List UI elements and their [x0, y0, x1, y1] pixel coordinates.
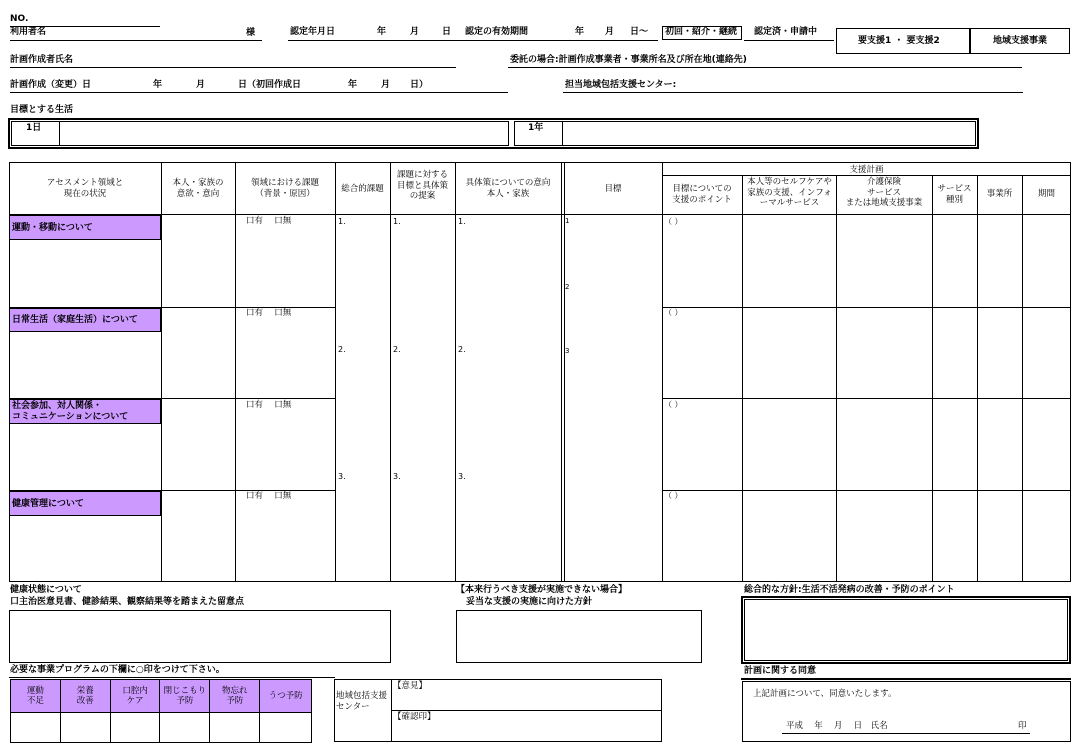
cert-year: 年: [377, 27, 387, 37]
goals-title: 目標とする生活: [10, 105, 74, 115]
center-name: 地域包括支援センター: [336, 691, 388, 712]
policy-title: 総合的な方針:生活不活発病の改善・予防のポイント: [744, 585, 955, 595]
status-label: 認定済・申請中: [754, 27, 818, 37]
planner-label: 計画作成者氏名: [10, 55, 74, 65]
col-line-11: [977, 175, 978, 582]
hdr-issues: 領域における課題 （背景・原因）: [250, 178, 319, 199]
point-paren-4: （ ）: [664, 491, 683, 500]
status-underline: [744, 40, 834, 41]
col-line-6a: [561, 162, 562, 582]
program-title-line: [9, 677, 335, 678]
col-line-7: [662, 162, 663, 582]
cert-underline: [288, 40, 658, 41]
cert-month: 月: [410, 27, 420, 37]
domain-mobility: 運動・移動について: [9, 215, 161, 240]
goal-year-divider: [562, 121, 563, 146]
row-sep-3b: [662, 490, 1071, 491]
col-line-4: [390, 162, 391, 582]
no-label: NO.: [10, 14, 29, 24]
col-line-3: [335, 162, 336, 582]
first-date-label: 日（初回作成日: [238, 80, 302, 90]
hdr-office: 事業所: [986, 189, 1013, 199]
program-depression: うつ予防: [260, 680, 312, 713]
hdr-selfcare: 本人等のセルフケアや家族の支援、インフォーマルサービス: [747, 177, 832, 209]
cert-day: 日: [442, 27, 452, 37]
col-line-10: [932, 175, 933, 582]
col-line-5: [455, 162, 456, 582]
domain-health: 健康管理について: [9, 491, 161, 516]
col-line-6b: [564, 162, 565, 582]
validity-label: 認定の有効期間: [465, 27, 529, 37]
hdr-proposal: 課題に対する 目標と具体策 の提案: [396, 170, 448, 202]
center-label: 担当地域包括支援センター:: [565, 80, 677, 90]
confirm-label: 【確認印】: [393, 712, 436, 722]
hdr-service-type: サービス 種別: [937, 184, 972, 205]
program-mark-2[interactable]: [60, 713, 110, 743]
program-mark-3[interactable]: [110, 713, 160, 743]
program-withdrawal: 閉じこもり 予防: [160, 680, 210, 713]
col-line-12: [1022, 175, 1023, 582]
point-paren-2: （ ）: [664, 308, 683, 317]
col-line-9: [836, 175, 837, 582]
agree-sign-line: [782, 733, 1030, 734]
delegate-underline: [508, 67, 1022, 68]
yes-no-3[interactable]: 口有 口無: [246, 400, 292, 410]
cannot-title: 【本来行うべき支援が実施できない場合】: [456, 585, 628, 595]
program-memory: 物忘れ 予防: [210, 680, 260, 713]
goal-day-divider: [59, 121, 60, 146]
col-line-2: [235, 162, 236, 582]
validity-year: 年: [575, 27, 585, 37]
hdr-goal: 目標: [604, 184, 622, 194]
overall-num-3: 3.: [338, 472, 346, 481]
plan-date-underline: [10, 92, 508, 93]
goal-day-box: [11, 121, 509, 146]
planner-underline: [10, 67, 456, 68]
row-sep-1b: [662, 307, 1071, 308]
proposal-num-1: 1.: [393, 217, 401, 226]
hdr-overall: 総合的課題: [341, 184, 384, 194]
point-paren-3: （ ）: [664, 400, 683, 409]
yes-no-1[interactable]: 口有 口無: [246, 216, 292, 226]
program-title: 必要な事業プログラムの下欄に○印をつけて下さい。: [10, 665, 225, 675]
program-mark-6[interactable]: [260, 713, 312, 743]
center-opinion-midline: [391, 710, 662, 711]
cannot-box[interactable]: [456, 610, 702, 663]
program-label: 地域支援事業: [993, 36, 1048, 46]
first-year: 年: [348, 80, 358, 90]
goal-num-3: 3: [565, 347, 570, 355]
goal-num-2: 2: [565, 283, 570, 291]
cert-date-label: 認定年月日: [290, 27, 336, 37]
proposal-num-2: 2.: [393, 345, 401, 354]
plan-date-label: 計画作成（変更）日: [10, 80, 92, 90]
cannot-sub: 妥当な支援の実施に向けた方針: [466, 597, 593, 607]
program-mark-4[interactable]: [160, 713, 210, 743]
domain-daily-life: 日常生活（家庭生活）について: [9, 308, 161, 332]
support-level: 要支援1 ・ 要支援2: [858, 36, 940, 46]
agree-title: 計画に関する同意: [744, 666, 817, 676]
program-oral: 口腔内 ケア: [110, 680, 160, 713]
overall-num-2: 2.: [338, 345, 346, 354]
program-exercise: 運動 不足: [11, 680, 61, 713]
proposal-num-3: 3.: [393, 472, 401, 481]
agree-sign[interactable]: 平成 年 月 日 氏名: [786, 721, 888, 731]
goal-num-1: 1: [565, 217, 570, 225]
overall-num-1: 1.: [338, 217, 346, 226]
sama-label: 様: [246, 28, 256, 38]
program-mark-1[interactable]: [11, 713, 61, 743]
hdr-assessment: アセスメント領域と 現在の状況: [46, 178, 124, 199]
main-table-frame: [9, 162, 1071, 582]
plan-year: 年: [153, 80, 163, 90]
row-sep-2b: [662, 398, 1071, 399]
user-underline: [10, 40, 262, 41]
hdr-support-plan: 支援計画: [849, 165, 884, 175]
hdr-point: 目標についての 支援のポイント: [672, 184, 732, 205]
health-box[interactable]: [9, 610, 391, 663]
goal-year-label: 1年: [528, 123, 544, 133]
validity-month: 月: [605, 27, 615, 37]
health-title: 健康状態について: [10, 585, 82, 595]
header-bottom-line: [9, 214, 1071, 215]
policy-inner-box: [744, 599, 1068, 661]
program-table: [10, 679, 312, 743]
center-underline: [563, 92, 1023, 93]
yes-no-4[interactable]: 口有 口無: [246, 491, 292, 501]
agree-top-line: [741, 678, 1071, 680]
delegate-label: 委託の場合:計画作成事業者・事業所名及び所在地(連絡先): [510, 55, 747, 65]
no-underline: [10, 26, 160, 27]
point-paren-1: （ ）: [664, 217, 683, 226]
health-sub: 口主治医意見書、健診結果、観察結果等を踏まえた留意点: [10, 597, 245, 607]
user-name-label: 利用者名: [10, 27, 47, 37]
agree-seal: 印: [1018, 721, 1027, 731]
hdr-insurance: 介護保険 サービス または地域支援事業: [845, 177, 923, 209]
opinion-num-1: 1.: [458, 217, 466, 226]
goal-year-box: [514, 121, 976, 146]
first-close: 日）: [410, 80, 429, 90]
goal-day-label: 1日: [26, 123, 42, 133]
initial-label: 初回・紹介・継続: [665, 27, 738, 37]
program-mark-5[interactable]: [210, 713, 260, 743]
col-line-1: [161, 162, 162, 582]
opinion-num-2: 2.: [458, 345, 466, 354]
opinion-num-3: 3.: [458, 472, 466, 481]
program-nutrition: 栄養 改善: [60, 680, 110, 713]
validity-day-range: 日～: [630, 27, 649, 37]
hdr-opinion: 具体策についての意向 本人・家族: [465, 178, 551, 199]
plan-month: 月: [196, 80, 206, 90]
agree-text: 上記計画について、同意いたします。: [753, 689, 897, 699]
first-month: 月: [381, 80, 391, 90]
hdr-period: 期間: [1037, 189, 1055, 199]
col-line-8: [742, 175, 743, 582]
hdr-intent: 本人・家族の 意欲・意向: [172, 178, 224, 199]
domain-social: 社会参加、対人関係・ コミュニケーションについて: [9, 399, 161, 424]
yes-no-2[interactable]: 口有 口無: [246, 308, 292, 318]
opinion-label: 【意見】: [393, 681, 428, 691]
